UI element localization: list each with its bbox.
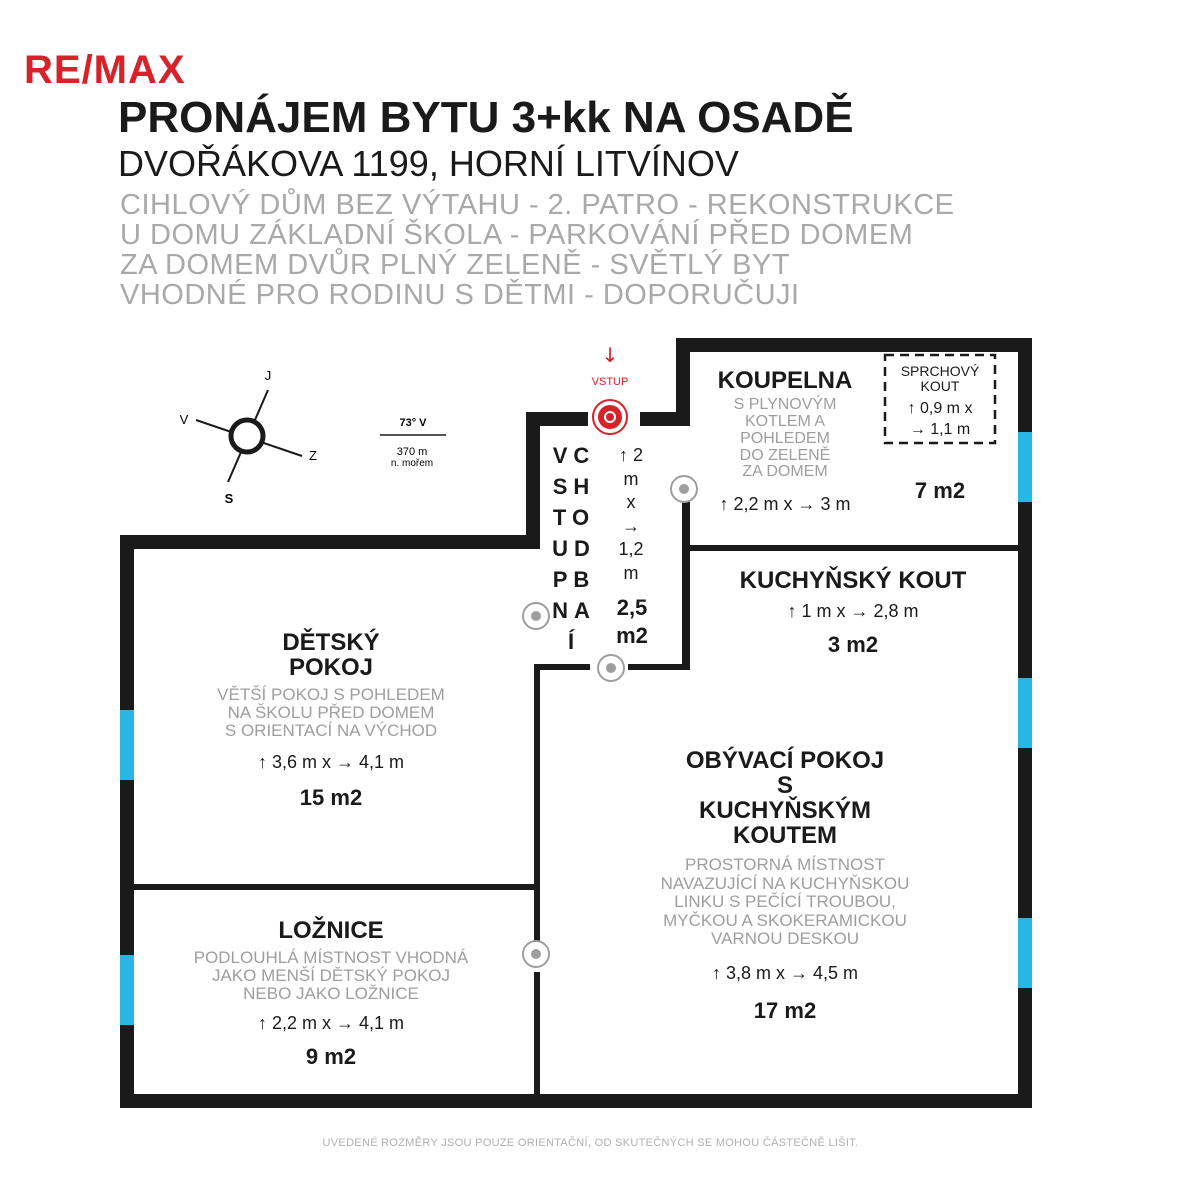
room-vchod-letters <box>548 440 600 657</box>
vertical-dimension: → <box>622 515 640 536</box>
room-title-line: DĚTSKÝ <box>282 629 380 656</box>
description-line: VHODNÉ PRO RODINU S DĚTMI - DOPORUČUJI <box>120 279 800 311</box>
elevation-unit: n. mořem <box>390 458 434 469</box>
room-description-line: POHLEDEM <box>740 429 830 447</box>
room-koupelna <box>690 368 880 481</box>
description-line: CIHLOVÝ DŮM BEZ VÝTAHU - 2. PATRO - REKONSTRUKCE <box>120 189 955 221</box>
room-description <box>690 397 880 481</box>
room-kuchynsky-kout <box>690 568 1016 658</box>
vertical-dimension: 1,2 <box>618 539 644 559</box>
room-dimensions: ↑ 3,8 m x → 4,5 m <box>711 962 859 983</box>
room-description-line: S PLYNOVÝM <box>733 396 837 414</box>
room-area: 17 m2 <box>753 997 817 1023</box>
room-description <box>134 949 528 1003</box>
room-area: 7 m2 <box>914 478 966 503</box>
room-description <box>134 686 528 740</box>
compass-west: V <box>179 412 189 427</box>
room-dimensions: ↑ 2,2 m x → 3 m <box>719 494 851 514</box>
vertical-label: SH <box>552 474 596 499</box>
vertical-dimension: x <box>626 492 636 512</box>
shower-dimension: → 1,1 m <box>909 421 971 438</box>
room-description-line: JAKO MENŠÍ DĚTSKÝ POKOJ <box>211 966 451 986</box>
room-title-line: KUCHYŇSKÝM <box>698 797 871 824</box>
entrance-label: VSTUP <box>591 376 629 388</box>
room-dimensions: ↑ 1 m x → 2,8 m <box>787 601 919 622</box>
room-area: 15 m2 <box>299 784 363 810</box>
description-line: ZA DOMEM DVŮR PLNÝ ZELENĚ - SVĚTLÝ BYT <box>120 249 791 281</box>
room-area: 2,5 <box>616 595 648 620</box>
compass-south: S <box>224 491 234 506</box>
room-loznice <box>134 918 528 1070</box>
room-title-line: S <box>776 772 793 799</box>
vertical-label: UD <box>552 536 596 561</box>
address: DVOŘÁKOVA 1199, HORNÍ LITVÍNOV <box>118 143 739 184</box>
room-title-line: KOUTEM <box>733 822 837 849</box>
room-title: KOUPELNA <box>717 367 853 394</box>
entrance-marker-icon[interactable] <box>593 400 627 434</box>
room-title: KUCHYŇSKÝ KOUT <box>739 567 967 594</box>
vertical-label: Í <box>567 629 581 654</box>
vertical-label: VC <box>552 443 596 468</box>
room-dimensions: ↑ 2,2 m x → 4,1 m <box>257 1012 405 1033</box>
room-vchod-dimensions <box>606 444 656 585</box>
door-marker-icon[interactable] <box>523 603 549 629</box>
room-description-line: NEBO JAKO LOŽNICE <box>243 983 419 1003</box>
compass-east: Z <box>309 448 317 463</box>
compass-north: J <box>264 368 272 383</box>
room-detsky-pokoj <box>134 630 528 811</box>
room-description <box>620 856 950 949</box>
disclaimer: UVEDENÉ ROZMĚRY JSOU POUZE ORIENTAČNÍ, OD SKUTEČNÝCH SE MOHOU ČÁSTEČNĚ LIŠIT. <box>322 1137 859 1149</box>
compass-icon <box>196 390 302 482</box>
elevation: 370 m <box>396 446 428 458</box>
room-title: LOŽNICE <box>278 917 384 944</box>
vertical-label: PB <box>552 567 596 592</box>
room-description-line: VARNOU DESKOU <box>711 929 859 948</box>
shower-title: SPRCHOVÝ <box>900 363 980 379</box>
room-description-line: NAVAZUJÍCÍ NA KUCHYŇSKOU <box>660 873 910 893</box>
room-description-line: LINKU S PEČÍCÍ TROUBOU, <box>674 892 896 911</box>
shower-dimension: ↑ 0,9 m x <box>907 400 973 417</box>
room-description-line: MYČKOU A SKOKERAMICKOU <box>663 910 907 930</box>
door-marker-icon[interactable] <box>598 655 624 681</box>
room-description-line: KOTLEM A <box>744 412 826 430</box>
shower-label <box>887 364 993 440</box>
room-area: 9 m2 <box>305 1043 357 1069</box>
room-description-line: VĚTŠÍ POKOJ S POHLEDEM <box>217 685 445 705</box>
room-description-line: PODLOUHLÁ MÍSTNOST VHODNÁ <box>193 948 469 968</box>
vertical-label: NA <box>552 598 596 623</box>
vertical-dimension: m <box>623 562 639 583</box>
room-title-line: OBÝVACÍ POKOJ <box>685 747 885 774</box>
shower-title: KOUT <box>920 378 960 394</box>
vertical-label: TO <box>552 505 596 530</box>
room-vchod-area <box>600 594 664 650</box>
room-description-line: S ORIENTACÍ NA VÝCHOD <box>224 721 438 741</box>
room-area: m2 <box>616 623 648 648</box>
room-dimensions: ↑ 3,6 m x → 4,1 m <box>257 751 405 772</box>
room-description-line: ZA DOMEM <box>742 463 828 481</box>
room-title <box>620 748 950 848</box>
room-description-line: PROSTORNÁ MÍSTNOST <box>685 855 885 874</box>
remax-logo: RE/MAX <box>24 48 186 92</box>
room-description-line: DO ZELENĚ <box>739 446 831 464</box>
description-line: U DOMU ZÁKLADNÍ ŠKOLA - PARKOVÁNÍ PŘED DOMEM <box>120 219 914 251</box>
orientation-angle: 73° V <box>399 417 427 429</box>
vertical-dimension: m <box>623 468 639 489</box>
room-obyvaci-pokoj <box>620 748 950 1024</box>
room-description-line: NA ŠKOLU PŘED DOMEM <box>227 703 435 723</box>
entrance-arrow: ↓ <box>601 343 619 367</box>
room-area: 3 m2 <box>827 632 879 658</box>
room-title-line: POKOJ <box>288 654 374 682</box>
shower-dimensions <box>887 398 993 440</box>
room-title <box>134 630 528 680</box>
page-title: PRONÁJEM BYTU 3+kk NA OSADĚ <box>118 93 854 142</box>
vertical-dimension: ↑ 2 <box>618 445 643 465</box>
